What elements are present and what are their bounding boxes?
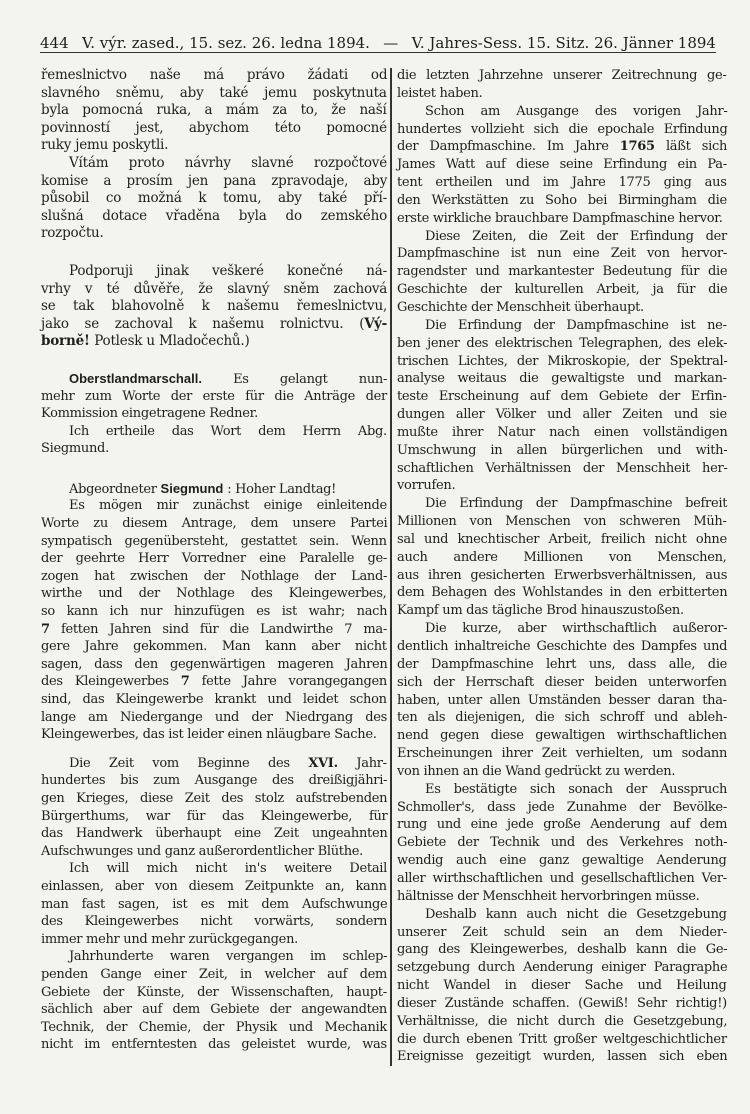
line-text: fetten Jahren sind für die Landwirthe 7 ma- [49,621,387,637]
line-text: den Werkstätten zu Soho bei Birmingham die [397,192,727,208]
line-text: erste wirkliche brauchbare Dampfmaschine hervor. [397,210,723,226]
line-text: vorrufen. [397,478,456,494]
paragraph [397,103,727,228]
text-line [41,316,387,334]
line-text: Vítám proto návrhy slavné rozpočtové [69,154,388,171]
line-text: die durch ebenen Tritt großer weltgeschichtlicher [397,1031,727,1047]
paragraph [41,67,387,155]
line-text: unserer Zeit schuld sein an dem Nieder- [397,924,727,940]
line-text: teste Erscheinung auf dem Gebiete der Erfin- [397,389,727,405]
text-line [397,370,727,388]
line-text: dentlich inhaltreiche Geschichte des Dampfes und [397,639,728,654]
text-line [397,460,727,478]
line-text: Kampf um das tägliche Brod hinauszustoßen. [397,603,684,619]
line-text: das Handwerk überhaupt eine Zeit ungeahnten [41,826,388,842]
text-line [397,852,727,870]
line-text: gang des Kleingewerbes, deshalb kann die Ge- [397,942,728,958]
emphasized-text: XVI. [308,755,338,771]
line-text: der Dampfmaschine lehrt uns, dass alle, die [397,656,728,672]
text-line [41,190,387,208]
page-number: 444 [40,34,69,52]
line-text: Millionen von Menschen von schweren Müh- [397,514,727,530]
line-text: slušná dotace vřaděna byla do zemského [41,207,387,224]
text-line [397,995,727,1013]
text-line [397,335,727,353]
text-line [397,210,727,228]
text-line [41,388,387,406]
line-text: : Hoher Landtag! [223,481,337,497]
line-text: ruky jemu poskytli. [41,137,169,154]
paragraph [41,370,387,423]
text-line [397,906,727,924]
line-text: leistet haben. [397,85,483,101]
text-line [41,790,387,808]
text-line [397,67,727,85]
text-line [41,878,387,896]
text-line [41,263,387,281]
text-line [41,673,387,691]
text-line [41,709,387,727]
paragraph [41,263,387,351]
paragraph [41,497,387,743]
line-text: auch andere Millionen von Menschen, [397,549,727,565]
text-line [41,691,387,709]
text-line [397,353,727,371]
emphasized-text: 7 [41,621,50,637]
line-text: Gebiete der Technik und des Verkehres noth- [397,835,728,851]
line-text: Abgeordneter [69,481,161,497]
text-line [41,603,387,621]
text-line [41,772,387,790]
line-text: rung und eine jede große Aenderung auf dem [397,817,728,833]
text-line [397,1013,727,1031]
line-text: Ich will mich nicht in's weitere Detail [69,861,388,877]
line-text: schaftlichen Verhältnissen der Menschheit her- [397,460,728,476]
paragraph [41,948,387,1054]
line-text: sagen, dass den gegenwärtigen mageren Jahren [41,656,388,672]
text-line [397,781,727,799]
line-text: Die Erfindung der Dampfmaschine befreit [425,496,728,512]
line-text: slavného sněmu, aby také jemu poskytnuta [41,84,387,101]
text-line [41,423,387,441]
line-text: nicht Wandel in dieser Sache und Heilung [397,978,727,994]
text-line [41,860,387,878]
text-line [41,550,387,568]
header-czech: V. výr. zased., 15. sez. 26. ledna 1894. [82,34,370,52]
text-line [41,137,387,155]
text-line [397,549,727,567]
line-text: Erscheinungen ihrer Zeit verhielten, um sodann [397,746,728,762]
line-text: aller wirthschaftlichen und gesellschaftlichen Ver- [397,870,727,886]
line-text: analyse weitaus die gewaltigste und markan- [397,371,727,387]
line-text: Deshalb kann auch nicht die Gesetzgebung [425,906,727,922]
text-line [41,1036,387,1054]
column-divider [390,68,392,1066]
line-text: Technik, der Chemie, der Physik und Mechanik [41,1019,387,1035]
line-text: hundertes bis zum Ausgange des dreißigjähri- [41,773,388,789]
text-line [41,208,387,226]
line-text: Dampfmaschine ist nun eine Zeit von hervor- [397,246,727,262]
right-column [397,67,727,1066]
line-text: sächlich aber auf dem Gebiete der angewandten [41,1002,387,1018]
line-text: nend gegen diese gewaltigen wirthschaftlichen [397,728,727,744]
line-text: mußte ihrer Natur nach einen vollständigen [397,424,728,440]
text-line [397,388,727,406]
line-text: řemeslnictvo naše má právo žádati od [41,67,388,83]
line-text: Es mögen mir zunächst einige einleitende [69,498,387,514]
text-line [397,977,727,995]
text-line [397,1031,727,1049]
emphasized-text: borně! [41,333,95,350]
text-line [397,263,727,281]
paragraph [397,906,727,1067]
text-line [397,834,727,852]
text-line [41,1019,387,1037]
text-line [397,192,727,210]
paragraph [41,423,387,458]
text-line [41,808,387,826]
text-line [41,102,387,120]
line-text: setzgebung durch Aenderung einiger Paragraphe [397,960,728,976]
line-text: sich der Herrschaft dieser beiden unterworfen [397,674,727,690]
text-line [397,1048,727,1066]
text-line [41,333,387,351]
line-text: Geschichte der Menschheit überhaupt. [397,299,644,315]
line-text: von ihnen an die Wand gedrückt zu werden. [397,763,676,779]
text-line [397,85,727,103]
line-text: Bürgerthums, war für das Kleingewerbe, für [41,808,388,824]
line-text: Jahr- [337,755,387,771]
text-line [41,638,387,656]
text-line [397,281,727,299]
text-line [41,281,387,299]
line-text: zogen hat zwischen der Nothlage der Land- [41,568,388,584]
line-text: Siegmund. [41,441,109,457]
text-line [397,138,727,156]
line-text: Gebiete der Künste, der Wissenschaften, haupt- [41,984,387,1000]
text-line [41,515,387,533]
header-german: V. Jahres-Sess. 15. Sitz. 26. Jänner 1894 [411,34,716,52]
paragraph [41,755,387,861]
line-text: Die kurze, aber wirthschaftlich außeror- [425,621,728,637]
text-line [397,941,727,959]
text-line [41,533,387,551]
text-line [397,299,727,317]
line-text: byla pomocná ruka, a mám za to, že naší [41,102,387,119]
line-text: povinností jest, abychom této pomocné [41,119,387,136]
line-text: des Kleingewerbes [41,674,181,690]
line-text: der Dampfmaschine. Im Jahre [397,139,620,155]
text-line [41,120,387,138]
line-text: Podporuji jinak veškeré konečné ná- [69,262,388,279]
line-text: haben, unter allen Umständen besser daran tha- [397,692,727,708]
line-text: Es bestätigte sich sonach der Ausspruch [425,781,728,797]
text-line [397,799,727,817]
text-line [41,67,387,85]
line-text: Schon am Ausgange des vorigen Jahr- [425,103,728,119]
line-text: sind, das Kleingewerbe krankt und leidet schon [41,692,387,707]
paragraph [41,155,387,243]
line-text: hundertes vollzieht sich die epochale Erfindung [397,121,728,137]
line-text: ben jener des elektrischen Telegraphen, des elek- [397,335,728,351]
line-text: jako se zachoval k našemu rolnictvu. ( [41,315,365,332]
line-text: Schmoller's, dass jede Zunahme der Bevölke- [397,799,727,815]
text-line [397,888,727,906]
text-line [397,245,727,263]
line-text: lange am Niedergange und der Niedrgang des [41,709,387,725]
line-text: des Kleingewerbes nicht vorwärts, sondern [41,914,388,930]
text-line [41,155,387,173]
line-text: komise a prosím jen pana zpravodaje, aby [41,172,388,189]
header-dash: — [383,34,399,52]
text-line [41,370,387,388]
line-text: James Watt auf diese seine Erfindung ein Pa- [397,157,727,173]
emphasized-text: 7 [180,674,190,690]
emphasized-text: Siegmund [160,480,224,496]
text-line [397,763,727,781]
line-text: ragendster und markantester Bedeutung für die [397,264,728,280]
text-line [397,156,727,174]
line-text: wirthe und der Nothlage des Kleingewerbes, [41,586,387,602]
line-text: gen Krieges, diese Zeit des stolz aufstrebenden [41,790,388,806]
line-text: mehr zum Worte der erste für die Anträge der [41,388,387,404]
text-line [397,121,727,139]
text-line [41,825,387,843]
text-line [41,656,387,674]
line-text: Ich ertheile das Wort dem Herrn Abg. [69,423,387,439]
text-line [41,173,387,191]
line-text: sal und knechtischer Arbeit, freilich nicht ohne [397,531,727,547]
text-line [397,103,727,121]
text-line [41,621,387,639]
line-text: fette Jahre vorangegangen [189,674,387,690]
text-line [41,755,387,773]
emphasized-text: Vý- [364,315,388,332]
emphasized-text: 1765 [619,139,655,155]
paragraph [397,67,727,103]
line-text: Aufschwunges und ganz außerordentlicher Blüthe. [41,843,363,859]
text-line [41,480,387,498]
line-text: tent ertheilen und im Jahre 1775 ging aus [397,175,727,191]
emphasized-text: Oberstlandmarschall. [69,370,202,386]
line-text: ten als diejenigen, die sich schroff und ableh- [397,710,728,726]
line-text: sympatisch gegenübersteht, gestattet sein. Wenn [41,533,387,549]
text-line [397,745,727,763]
text-line [41,726,387,744]
line-text: nicht im entferntesten das geleistet wurde, was [41,1037,387,1053]
text-line [41,298,387,316]
text-line [397,513,727,531]
text-line [41,843,387,861]
line-text: dieser Zustände schaffen. (Gewiß! Sehr richtig!) [397,995,727,1011]
text-line [41,405,387,423]
paragraph [397,228,727,317]
text-line [41,1001,387,1019]
line-text: hältnisse der Menschheit hervorbringen müsse. [397,888,700,904]
line-text: aus ihren gesicherten Erwerbsverhältnissen, aus [397,567,728,583]
text-line [41,585,387,603]
text-line [397,317,727,335]
line-text: läßt sich [654,139,728,155]
line-text: Die Erfindung der Dampfmaschine ist ne- [425,317,727,333]
line-text: penden Gange einer Zeit, in welcher auf dem [41,966,388,982]
line-text: man fast sagen, ist es mit dem Aufschwunge [41,896,388,912]
paragraph [41,480,387,498]
text-line [397,228,727,246]
line-text: immer mehr und mehr zurückgegangen. [41,931,298,947]
text-line [397,424,727,442]
paragraph [397,781,727,906]
text-line [397,567,727,585]
line-text: so kann ich nur hinzufügen es ist wahr; nach [41,604,388,620]
line-text: působil co možná k tomu, aby také pří- [41,190,388,207]
text-line [41,896,387,914]
text-line [41,966,387,984]
text-line [397,620,727,638]
text-line [397,656,727,674]
text-line [41,931,387,949]
paragraph [397,620,727,781]
text-line [41,440,387,458]
line-text: rozpočtu. [41,225,104,242]
running-header [40,30,716,53]
paragraph [397,317,727,495]
line-text: gere Jahre gekommen. Man kann aber nicht [41,639,387,655]
paragraph [397,495,727,620]
line-text: der geehrte Herr Vorredner eine Paralelle ge- [41,551,388,567]
line-text: Potlesk u Mladočechů.) [94,333,250,350]
text-line [397,174,727,192]
line-text: Worte zu diesem Antrage, dem unsere Partei [41,516,388,532]
text-line [397,602,727,620]
line-text: se tak blahovolně k našemu řemeslnictvu, [41,298,388,315]
line-text: Kommission eingetragene Redner. [41,406,258,422]
text-line [41,225,387,243]
line-text: wendig auch eine ganz gewaltige Aenderung [397,853,727,869]
text-line [41,85,387,103]
line-text: Geschichte der kulturellen Arbeit, ja für die [397,282,728,298]
text-line [397,727,727,745]
line-text: trischen Lichtes, der Mikroskopie, der Spektral- [397,353,728,369]
text-line [397,692,727,710]
line-text: dem Behagen des Wohlstandes in den erbitterten [397,585,728,601]
text-line [397,709,727,727]
text-line [41,497,387,515]
paragraph [41,860,387,948]
text-line [397,442,727,460]
text-line [397,495,727,513]
text-line [41,984,387,1002]
text-line [397,406,727,424]
line-text: die letzten Jahrzehne unserer Zeitrechnung ge- [397,68,727,83]
line-text: Jahrhunderte waren vergangen im schlep- [69,949,388,965]
line-text: Kleingewerbes, das ist leider einen nläugbare Sache. [41,727,377,743]
text-line [41,948,387,966]
line-text: Umschwung in allen bürgerlichen und with- [397,442,728,458]
text-line [397,816,727,834]
text-line [397,584,727,602]
text-line [397,531,727,549]
line-text: vrhy v té důvěře, že slavný sněm zachová [41,280,388,297]
left-column [41,67,387,1054]
text-line [397,674,727,692]
text-line [397,959,727,977]
line-text: Verhältnisse, die nicht durch die Gesetzgebung, [397,1013,728,1029]
line-text: Diese Zeiten, die Zeit der Erfindung der [425,228,727,244]
text-line [397,477,727,495]
text-line [397,870,727,888]
line-text: Ereignisse gezeitigt wurden, lassen sich eben [397,1049,728,1065]
line-text: Es gelangt nun- [201,371,388,387]
line-text: einlassen, aber von diesem Zeitpunkte an, kann [41,878,387,894]
text-line [397,638,727,656]
line-text: Die Zeit vom Beginne des [69,755,309,771]
text-line [397,924,727,942]
text-line [41,568,387,586]
line-text: dungen aller Völker und aller Zeiten und sie [397,407,727,423]
text-line [41,913,387,931]
